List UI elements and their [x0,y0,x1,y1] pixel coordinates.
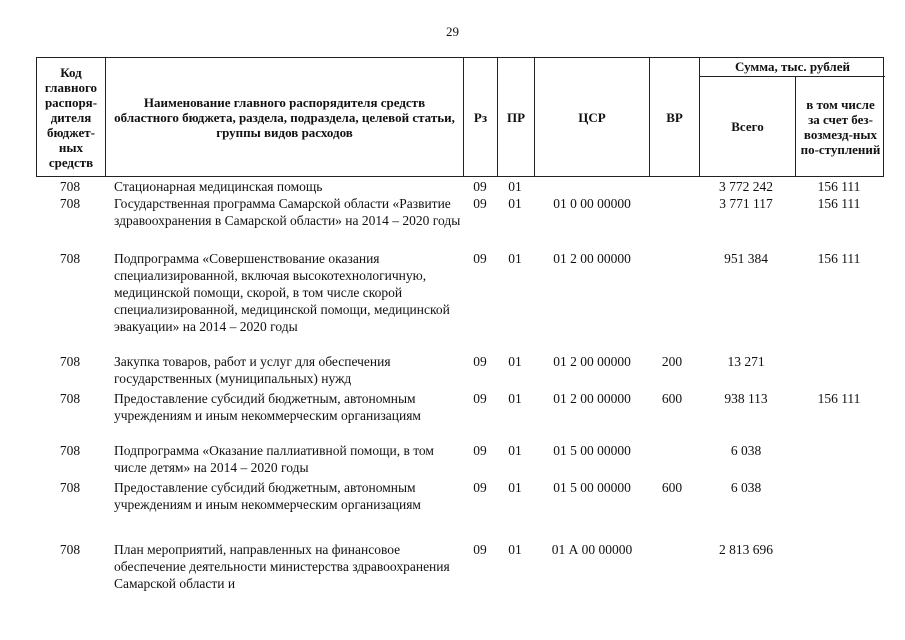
table-row [36,479,884,541]
cell-free: 156 111 [817,251,861,266]
table-row [36,195,884,250]
header-code: Код главного распоря-дителя бюджет-ных средств [44,64,98,170]
cell-code: 708 [59,480,81,495]
cell-name: Закупка товаров, работ и услуг для обеспечения государственных (муниципальных) нужд [114,354,391,386]
cell-code: 708 [59,542,81,557]
table-row [36,541,884,593]
cell-total: 3 771 117 [719,196,773,211]
table-header [36,57,884,177]
cell-total: 938 113 [724,391,768,406]
header-sum: Сумма, тыс. рублей [699,58,885,77]
cell-rz: 09 [473,443,487,458]
cell-name: Государственная программа Самарской области «Развитие здравоохранения в Самарской области» на 2014 – 2020 годы [114,196,461,228]
cell-total: 6 038 [730,443,762,458]
cell-pr: 01 [508,443,522,458]
header-name: Наименование главного распорядителя средств областного бюджета, раздела, подраздела, целевой статьи, группы видов расходов [105,58,463,176]
cell-code: 708 [59,391,81,406]
cell-name: Стационарная медицинская помощь [114,179,323,194]
cell-csr: 01 2 00 00000 [553,354,631,369]
cell-pr: 01 [508,354,522,369]
header-free: в том числе за счет без-возмезд-ных по-ступлений [795,77,885,176]
cell-pr: 01 [508,542,522,557]
cell-name: Подпрограмма «Совершенствование оказания специализированной, включая высокотехнологичную, медицинской помощи, скорой, в том числе скорой специализированной, медицинской помощи, медицинской эвакуации» на 2014 – 2020 годы [114,251,450,334]
cell-name: План мероприятий, направленных на финансовое обеспечение деятельности министерства здравоохранения Самарской области и [114,542,450,591]
cell-pr: 01 [508,179,522,194]
cell-csr: 01 2 00 00000 [553,251,631,266]
table-row [36,250,884,353]
cell-rz: 09 [473,251,487,266]
table-body [36,178,884,593]
cell-rz: 09 [473,179,487,194]
cell-pr: 01 [508,480,522,495]
cell-total: 2 813 696 [719,542,773,557]
header-pr: ПР [497,58,534,176]
cell-free: 156 111 [817,179,861,194]
table-row [36,390,884,442]
cell-total: 951 384 [724,251,768,266]
budget-table [36,57,884,591]
table-row [36,178,884,195]
cell-csr: 01 5 00 00000 [553,443,631,458]
cell-csr: 01 0 00 00000 [553,196,631,211]
cell-name: Предоставление субсидий бюджетным, автономным учреждениям и иным некоммерческим организациям [114,480,421,512]
header-csr: ЦСР [534,58,649,176]
cell-total: 13 271 [727,354,765,369]
cell-code: 708 [59,179,81,194]
table-row [36,442,884,479]
cell-rz: 09 [473,542,487,557]
cell-csr: 01 2 00 00000 [553,391,631,406]
cell-code: 708 [59,443,81,458]
page-number: 29 [446,24,459,39]
cell-vr: 600 [661,480,683,495]
cell-vr: 600 [661,391,683,406]
cell-name: Подпрограмма «Оказание паллиативной помощи, в том числе детям» на 2014 – 2020 годы [114,443,434,475]
cell-code: 708 [59,354,81,369]
cell-vr: 200 [661,354,683,369]
cell-free: 156 111 [817,391,861,406]
cell-pr: 01 [508,251,522,266]
cell-rz: 09 [473,480,487,495]
table-row [36,353,884,390]
cell-total: 3 772 242 [719,179,773,194]
cell-name: Предоставление субсидий бюджетным, автономным учреждениям и иным некоммерческим организациям [114,391,421,423]
cell-total: 6 038 [730,480,762,495]
cell-rz: 09 [473,354,487,369]
cell-pr: 01 [508,391,522,406]
cell-csr: 01 5 00 00000 [553,480,631,495]
cell-free: 156 111 [817,196,861,211]
header-rz: Рз [463,58,497,176]
header-vr: ВР [649,58,699,176]
cell-pr: 01 [508,196,522,211]
cell-csr: 01 А 00 00000 [551,542,633,557]
header-total: Всего [699,77,795,176]
cell-code: 708 [59,251,81,266]
cell-rz: 09 [473,391,487,406]
cell-code: 708 [59,196,81,211]
cell-rz: 09 [473,196,487,211]
